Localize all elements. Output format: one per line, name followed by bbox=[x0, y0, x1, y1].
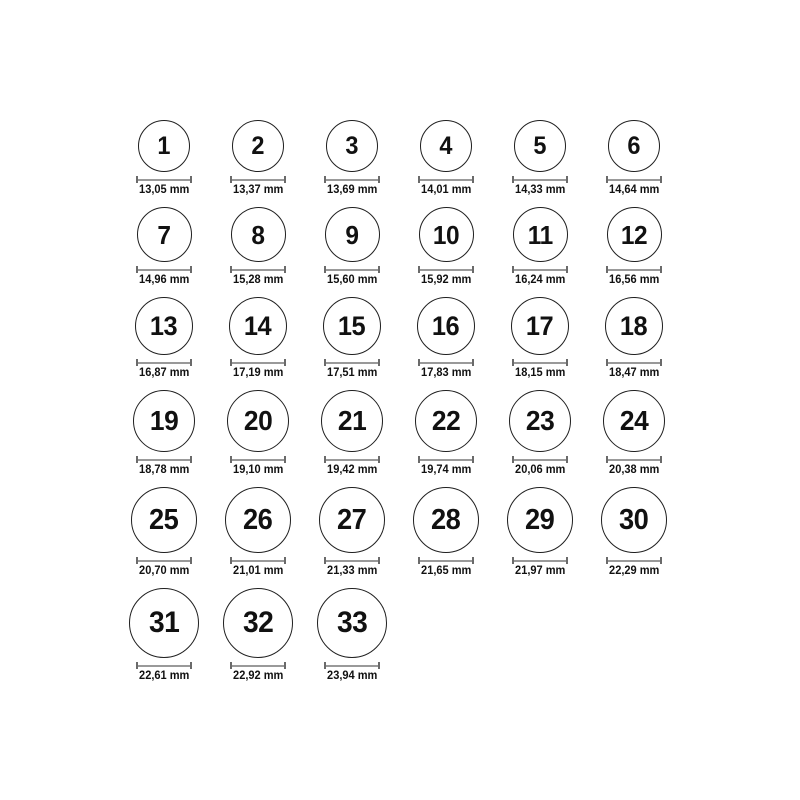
ring-size-number: 21 bbox=[337, 405, 367, 436]
diameter-measure-line bbox=[230, 456, 286, 463]
measure-line-bar bbox=[138, 179, 190, 181]
measure-line-bar bbox=[138, 665, 190, 667]
ring-size-cell bbox=[512, 207, 568, 286]
measure-line-bar bbox=[420, 459, 472, 461]
ring-size-number: 15 bbox=[338, 310, 366, 341]
diameter-measure-line bbox=[324, 557, 380, 564]
ring-circle bbox=[605, 297, 663, 355]
ring-size-number: 18 bbox=[620, 310, 648, 341]
ring-size-cell bbox=[230, 207, 286, 286]
measure-line-bar bbox=[420, 269, 472, 271]
ring-size-cell bbox=[606, 207, 662, 286]
diameter-label: 20,38 mm bbox=[608, 464, 660, 476]
ring-size-number: 7 bbox=[157, 219, 171, 250]
ring-size-number: 5 bbox=[533, 131, 547, 160]
ring-circle bbox=[413, 487, 479, 553]
ring-circle bbox=[137, 207, 192, 262]
ring-circle bbox=[420, 120, 472, 172]
diameter-measure-line bbox=[418, 359, 474, 366]
ring-size-cell bbox=[413, 487, 479, 577]
measure-line-bar bbox=[608, 269, 660, 271]
ring-size-number: 17 bbox=[526, 310, 554, 341]
diameter-label: 18,47 mm bbox=[608, 367, 660, 379]
ring-size-cell bbox=[512, 120, 568, 196]
diameter-measure-line bbox=[136, 176, 192, 183]
diameter-measure-line bbox=[324, 456, 380, 463]
ring-size-cell bbox=[603, 390, 665, 476]
diameter-measure-line bbox=[324, 176, 380, 183]
ring-size-cell bbox=[601, 487, 667, 577]
diameter-measure-line bbox=[512, 176, 568, 183]
diameter-label: 23,94 mm bbox=[326, 670, 378, 682]
diameter-measure-line bbox=[136, 266, 192, 273]
ring-circle bbox=[319, 487, 385, 553]
ring-size-number: 10 bbox=[432, 219, 460, 250]
measure-line-bar bbox=[232, 560, 284, 562]
ring-size-cell bbox=[418, 120, 474, 196]
diameter-label: 16,56 mm bbox=[608, 274, 660, 286]
ring-size-cell bbox=[418, 207, 474, 286]
ring-size-number: 23 bbox=[525, 405, 555, 436]
ring-size-chart bbox=[117, 120, 681, 682]
diameter-measure-line bbox=[230, 359, 286, 366]
diameter-measure-line bbox=[324, 359, 380, 366]
ring-size-cell bbox=[131, 487, 197, 577]
measure-line-bar bbox=[608, 459, 660, 461]
ring-size-number: 20 bbox=[243, 405, 273, 436]
diameter-measure-line bbox=[230, 662, 286, 669]
diameter-label: 15,60 mm bbox=[326, 274, 378, 286]
ring-size-cell bbox=[507, 487, 573, 577]
diameter-measure-line bbox=[136, 359, 192, 366]
diameter-measure-line bbox=[606, 176, 662, 183]
ring-circle bbox=[514, 120, 566, 172]
ring-size-number: 26 bbox=[243, 503, 273, 536]
diameter-measure-line bbox=[418, 557, 474, 564]
measure-line-bar bbox=[138, 560, 190, 562]
ring-size-cell bbox=[606, 120, 662, 196]
ring-size-number: 19 bbox=[149, 405, 179, 436]
diameter-label: 21,01 mm bbox=[232, 565, 284, 577]
ring-circle bbox=[415, 390, 477, 452]
diameter-measure-line bbox=[606, 359, 662, 366]
ring-size-cell bbox=[509, 390, 571, 476]
diameter-label: 16,24 mm bbox=[514, 274, 566, 286]
ring-circle bbox=[326, 120, 378, 172]
ring-circle bbox=[225, 487, 291, 553]
ring-size-cell bbox=[323, 297, 381, 379]
ring-circle bbox=[601, 487, 667, 553]
measure-line-bar bbox=[514, 459, 566, 461]
ring-circle bbox=[417, 297, 475, 355]
ring-size-cell bbox=[324, 207, 380, 286]
diameter-label: 21,65 mm bbox=[420, 565, 472, 577]
diameter-label: 14,01 mm bbox=[420, 184, 472, 196]
measure-line-bar bbox=[326, 269, 378, 271]
ring-size-cell bbox=[317, 588, 387, 682]
diameter-label: 18,78 mm bbox=[138, 464, 190, 476]
measure-line-bar bbox=[420, 362, 472, 364]
diameter-measure-line bbox=[230, 176, 286, 183]
ring-size-cell bbox=[225, 487, 291, 577]
ring-size-number: 33 bbox=[336, 606, 368, 639]
ring-circle bbox=[607, 207, 662, 262]
diameter-measure-line bbox=[418, 266, 474, 273]
measure-line-bar bbox=[326, 665, 378, 667]
ring-circle bbox=[227, 390, 289, 452]
diameter-measure-line bbox=[418, 176, 474, 183]
ring-circle bbox=[231, 207, 286, 262]
ring-size-number: 27 bbox=[337, 503, 367, 536]
ring-size-cell bbox=[136, 207, 192, 286]
ring-size-number: 1 bbox=[157, 131, 171, 160]
ring-circle bbox=[317, 588, 387, 658]
measure-line-bar bbox=[232, 665, 284, 667]
diameter-label: 17,19 mm bbox=[232, 367, 284, 379]
ring-size-number: 2 bbox=[251, 131, 265, 160]
ring-size-number: 31 bbox=[148, 606, 180, 639]
diameter-label: 13,37 mm bbox=[232, 184, 284, 196]
ring-circle bbox=[321, 390, 383, 452]
ring-circle bbox=[229, 297, 287, 355]
ring-size-cell bbox=[230, 120, 286, 196]
diameter-measure-line bbox=[512, 456, 568, 463]
diameter-label: 15,28 mm bbox=[232, 274, 284, 286]
ring-circle bbox=[129, 588, 199, 658]
measure-line-bar bbox=[420, 179, 472, 181]
diameter-measure-line bbox=[606, 557, 662, 564]
diameter-label: 22,92 mm bbox=[232, 670, 284, 682]
ring-size-cell bbox=[135, 297, 193, 379]
diameter-measure-line bbox=[512, 557, 568, 564]
diameter-measure-line bbox=[606, 456, 662, 463]
measure-line-bar bbox=[138, 269, 190, 271]
ring-circle bbox=[419, 207, 474, 262]
diameter-measure-line bbox=[606, 266, 662, 273]
ring-size-cell bbox=[129, 588, 199, 682]
measure-line-bar bbox=[514, 560, 566, 562]
diameter-label: 18,15 mm bbox=[514, 367, 566, 379]
diameter-label: 13,69 mm bbox=[326, 184, 378, 196]
ring-circle bbox=[509, 390, 571, 452]
measure-line-bar bbox=[326, 362, 378, 364]
ring-size-cell bbox=[136, 120, 192, 196]
diameter-label: 15,92 mm bbox=[420, 274, 472, 286]
ring-size-cell bbox=[605, 297, 663, 379]
measure-line-bar bbox=[514, 362, 566, 364]
diameter-measure-line bbox=[136, 662, 192, 669]
measure-line-bar bbox=[608, 362, 660, 364]
ring-circle bbox=[511, 297, 569, 355]
diameter-measure-line bbox=[136, 456, 192, 463]
measure-line-bar bbox=[608, 560, 660, 562]
measure-line-bar bbox=[326, 560, 378, 562]
ring-circle bbox=[135, 297, 193, 355]
ring-circle bbox=[513, 207, 568, 262]
diameter-label: 14,64 mm bbox=[608, 184, 660, 196]
ring-size-number: 12 bbox=[620, 219, 648, 250]
ring-size-cell bbox=[223, 588, 293, 682]
diameter-label: 14,33 mm bbox=[514, 184, 566, 196]
diameter-label: 19,74 mm bbox=[420, 464, 472, 476]
ring-size-number: 24 bbox=[619, 405, 649, 436]
diameter-label: 19,10 mm bbox=[232, 464, 284, 476]
diameter-label: 20,70 mm bbox=[138, 565, 190, 577]
ring-size-cell bbox=[227, 390, 289, 476]
ring-circle bbox=[603, 390, 665, 452]
diameter-label: 22,61 mm bbox=[138, 670, 190, 682]
ring-size-cell bbox=[133, 390, 195, 476]
measure-line-bar bbox=[232, 362, 284, 364]
ring-circle bbox=[507, 487, 573, 553]
diameter-label: 21,33 mm bbox=[326, 565, 378, 577]
ring-size-cell bbox=[417, 297, 475, 379]
diameter-measure-line bbox=[324, 266, 380, 273]
ring-size-cell bbox=[324, 120, 380, 196]
diameter-measure-line bbox=[230, 557, 286, 564]
ring-size-cell bbox=[321, 390, 383, 476]
ring-size-number: 9 bbox=[345, 219, 359, 250]
measure-line-bar bbox=[138, 362, 190, 364]
measure-line-bar bbox=[514, 179, 566, 181]
diameter-label: 14,96 mm bbox=[138, 274, 190, 286]
ring-size-number: 28 bbox=[431, 503, 461, 536]
measure-line-bar bbox=[326, 179, 378, 181]
ring-size-number: 30 bbox=[619, 503, 649, 536]
diameter-label: 17,83 mm bbox=[420, 367, 472, 379]
ring-circle bbox=[232, 120, 284, 172]
ring-circle bbox=[133, 390, 195, 452]
ring-size-cell bbox=[511, 297, 569, 379]
ring-size-number: 14 bbox=[244, 310, 272, 341]
diameter-label: 20,06 mm bbox=[514, 464, 566, 476]
ring-size-number: 29 bbox=[525, 503, 555, 536]
diameter-label: 19,42 mm bbox=[326, 464, 378, 476]
measure-line-bar bbox=[608, 179, 660, 181]
ring-size-number: 22 bbox=[431, 405, 461, 436]
ring-circle bbox=[138, 120, 190, 172]
diameter-measure-line bbox=[136, 557, 192, 564]
ring-size-number: 11 bbox=[527, 219, 553, 250]
ring-circle bbox=[325, 207, 380, 262]
ring-size-number: 13 bbox=[150, 310, 178, 341]
diameter-label: 16,87 mm bbox=[138, 367, 190, 379]
ring-size-number: 4 bbox=[439, 131, 453, 160]
measure-line-bar bbox=[420, 560, 472, 562]
diameter-label: 13,05 mm bbox=[138, 184, 190, 196]
measure-line-bar bbox=[232, 179, 284, 181]
ring-circle bbox=[608, 120, 660, 172]
measure-line-bar bbox=[514, 269, 566, 271]
measure-line-bar bbox=[326, 459, 378, 461]
diameter-measure-line bbox=[512, 359, 568, 366]
measure-line-bar bbox=[232, 269, 284, 271]
diameter-measure-line bbox=[512, 266, 568, 273]
diameter-measure-line bbox=[418, 456, 474, 463]
diameter-label: 22,29 mm bbox=[608, 565, 660, 577]
diameter-label: 17,51 mm bbox=[326, 367, 378, 379]
ring-size-cell bbox=[229, 297, 287, 379]
measure-line-bar bbox=[138, 459, 190, 461]
ring-circle bbox=[223, 588, 293, 658]
ring-size-cell bbox=[415, 390, 477, 476]
ring-circle bbox=[323, 297, 381, 355]
diameter-label: 21,97 mm bbox=[514, 565, 566, 577]
ring-size-number: 16 bbox=[432, 310, 460, 341]
ring-size-number: 8 bbox=[251, 219, 265, 250]
ring-size-number: 32 bbox=[242, 606, 274, 639]
diameter-measure-line bbox=[324, 662, 380, 669]
diameter-measure-line bbox=[230, 266, 286, 273]
ring-size-number: 25 bbox=[149, 503, 179, 536]
ring-size-number: 6 bbox=[627, 131, 641, 160]
ring-circle bbox=[131, 487, 197, 553]
ring-size-cell bbox=[319, 487, 385, 577]
measure-line-bar bbox=[232, 459, 284, 461]
ring-size-number: 3 bbox=[345, 131, 359, 160]
